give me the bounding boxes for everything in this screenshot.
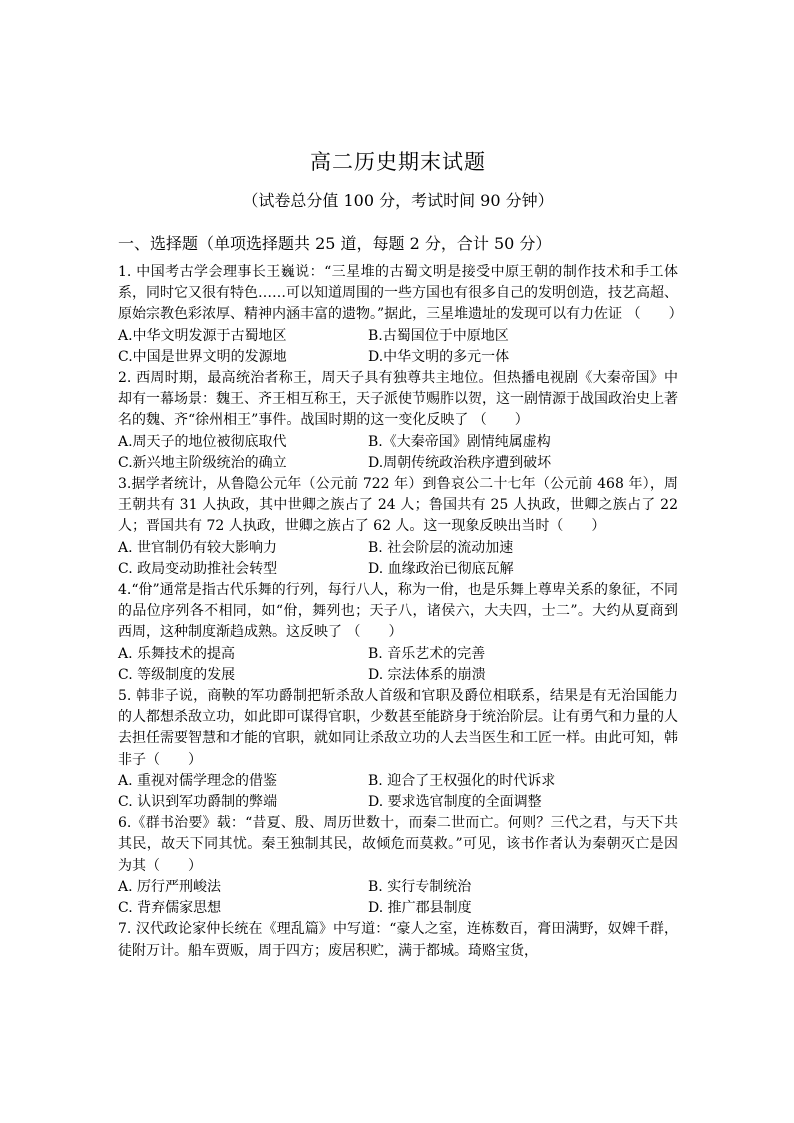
question-list [118,262,683,962]
option-grid [118,432,678,474]
option-a: A. 乐舞技术的提高 [118,645,236,662]
option-a: A. 厉行严刑峻法 [118,878,222,895]
option-grid [118,877,678,919]
option-c: C. 政局变动助推社会转型 [118,560,278,577]
option-c: C.中国是世界文明的发源地 [118,348,287,365]
option-d: D. 宗法体系的崩溃 [368,666,486,683]
exam-subtitle: （试卷总分值 100 分，考试时间 90 分钟） [242,191,554,210]
option-grid [118,538,678,580]
question-stem: 3.据学者统计，从鲁隐公元年（公元前 722 年）到鲁哀公二十七年（公元前 468 年），周王朝共有 31 人执政，其中世卿之族占了 24 人；鲁国共有 25 人执政，世卿之族占了 22 人；晋国共有 72 人执政，世卿之族占了 62 人。这一现象反映出当时（ ） [118,476,678,535]
question-4 [118,580,678,686]
question-stem: 4.“佾”通常是指古代乐舞的行列，每行八人，称为一佾，也是乐舞上尊卑关系的象征，不同的品位序列各不相同，如“佾，舞列也；天子八，诸侯六，大夫四，士二”。大约从夏商到西周，这种制度渐趋成熟。这反映了 （ ） [118,582,678,641]
option-d: D.中华文明的多元一体 [368,348,510,365]
question-stem: 2. 西周时期，最高统治者称王，周天子具有独尊共主地位。但热播电视剧《大秦帝国》中却有一幕场景：魏王、齐王相互称王，天子派使节赐胙以贺，这一剧情源于战国政治史上著名的魏、齐“徐州相王”事件。战国时期的这一变化反映了 （ ） [118,370,678,429]
option-b: B.《大秦帝国》剧情纯属虚构 [368,433,551,450]
option-b: B.古蜀国位于中原地区 [368,327,509,344]
exam-title: 高二历史期末试题 [310,150,486,174]
question-7 [118,919,678,961]
option-grid [118,326,678,368]
section-heading: 一、选择题（单项选择题共 25 道，每题 2 分，合计 50 分） [118,234,552,253]
option-d: D. 血缘政治已彻底瓦解 [368,560,514,577]
option-a: A. 重视对儒学理念的借鉴 [118,772,278,789]
option-grid [118,771,678,813]
option-c: C. 等级制度的发展 [118,666,236,683]
question-stem: 5. 韩非子说，商鞅的军功爵制把斩杀敌人首级和官职及爵位相联系，结果是有无治国能力的人都想杀敌立功，如此即可谋得官职，少数甚至能跻身于统治阶层。让有勇气和力量的人去担任需要智慧和才能的官职，就如同让杀敌立功的人去当医生和工匠一样。由此可知，韩非子（ ） [118,688,678,768]
option-grid [118,644,678,686]
option-d: D. 要求选官制度的全面调整 [368,794,542,811]
option-b: B. 音乐艺术的完善 [368,645,486,662]
question-stem: 7. 汉代政论家仲长统在《理乱篇》中写道：“豪人之室，连栋数百，膏田满野，奴婢千群，徒附万计。船车贾贩，周于四方；废居积贮，满于都城。琦赂宝货， [118,921,678,959]
question-3 [118,474,678,580]
question-stem: 6.《群书治要》载：“昔夏、殷、周历世数十，而秦二世而亡。何则？三代之君，与天下共其民，故天下同其忧。秦王独制其民，故倾危而莫救。”可见，该书作者认为秦朝灭亡是因为其（ ） [118,815,678,874]
option-c: C.新兴地主阶级统治的确立 [118,454,287,471]
question-1 [118,262,683,368]
option-b: B. 社会阶层的流动加速 [368,539,514,556]
option-c: C. 认识到军功爵制的弊端 [118,794,278,811]
option-d: D. 推广郡县制度 [368,900,472,917]
option-d: D.周朝传统政治秩序遭到破坏 [368,454,552,471]
option-a: A.中华文明发源于古蜀地区 [118,327,287,344]
question-2 [118,368,678,474]
option-a: A.周天子的地位被彻底取代 [118,433,287,450]
option-b: B. 迎合了王权强化的时代诉求 [368,772,556,789]
option-a: A. 世官制仍有较大影响力 [118,539,278,556]
option-c: C. 背弃儒家思想 [118,900,222,917]
option-b: B. 实行专制统治 [368,878,472,895]
question-6 [118,813,678,919]
question-stem: 1. 中国考古学会理事长王巍说：“三星堆的古蜀文明是接受中原王朝的制作技术和手工体系，同时它又很有特色……可以知道周围的一些方国也有很多自己的发明创造，技艺高超、原始宗教色彩浓厚、精神内涵丰富的遗物。”据此，三星堆遗址的发现可以有力佐证 （ ） [118,264,683,323]
question-5 [118,686,678,813]
